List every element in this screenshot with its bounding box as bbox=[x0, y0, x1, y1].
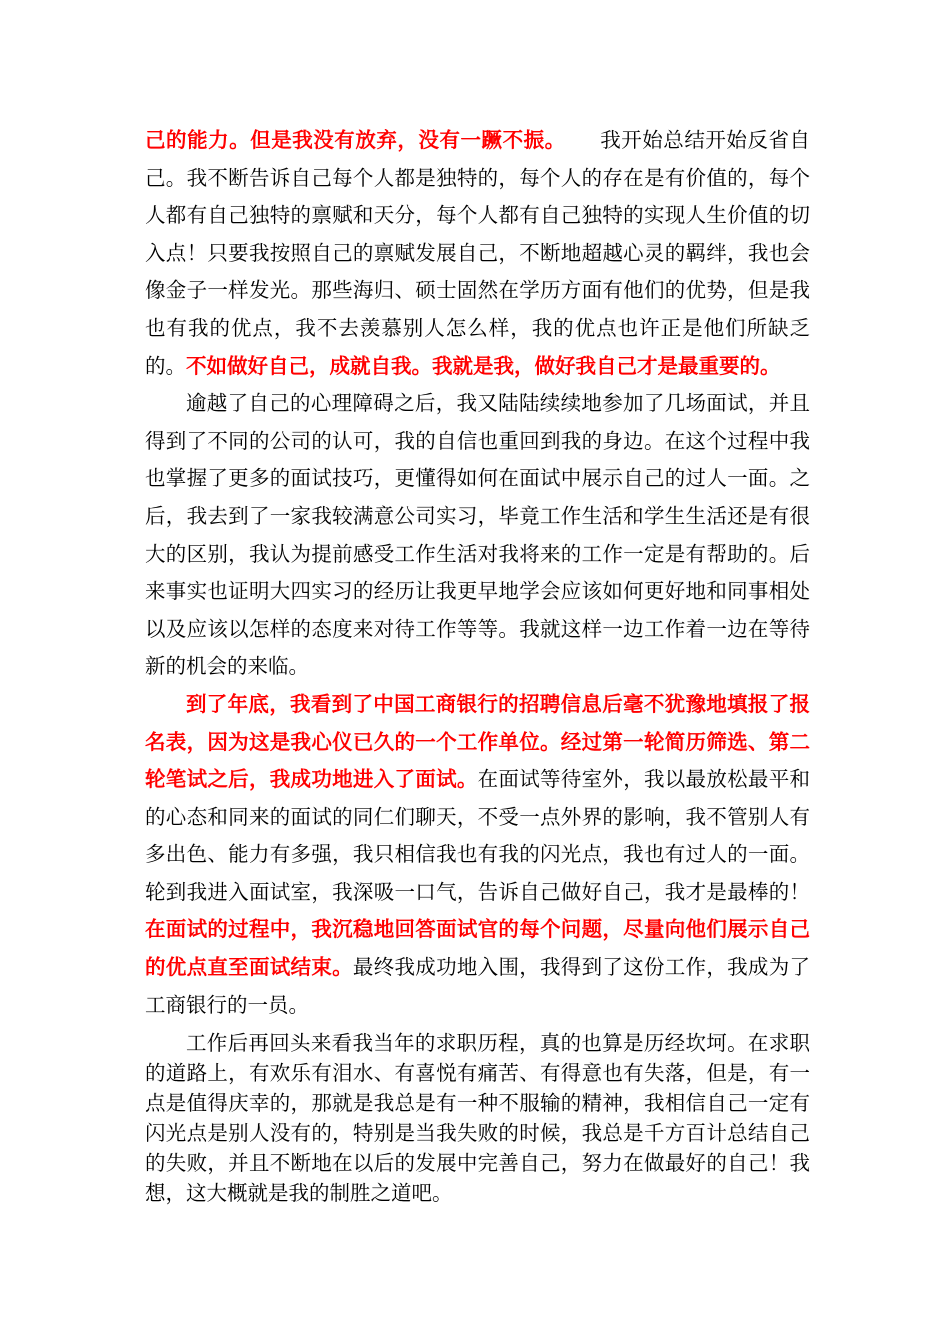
body-text: 在面试等待室外，我以最放松最平和的心态和同来的面试的同仁们聊天，不受一点外界的影响，我不管别人有多出色、能力有多强，我只相信我也有我的闪光点，我也有过人的一面。轮到我进入面试室，我深吸一口气，告诉自己做好自己，我才是最棒的！ bbox=[145, 767, 811, 904]
highlighted-text: 在面试的过程中，我沉稳地回答面试官的每个问题，尽量向他们展示自己的优点直至面试结束。 bbox=[145, 917, 810, 980]
body-text: 我开始总结开始反省自己。我不断告诉自己每个人都是独特的，每个人的存在是有价值的，每个人都有自己独特的禀赋和天分，每个人都有自己独特的实现人生价值的切入点！只要我按照自己的禀赋发展自己，不断地超越心灵的羁绊，我也会像金子一样发光。那些海归、硕士固然在学历方面有他们的优势，但是我也有我的优点，我不去羡慕别人怎么样，我的优点也许正是他们所缺乏的。 bbox=[145, 128, 811, 378]
paragraph-4 bbox=[145, 1028, 810, 1208]
highlighted-text: 不如做好自己，成就自我。我就是我，做好我自己才是最重要的。 bbox=[186, 353, 781, 378]
highlighted-text: 到了年底，我看到了中国工商银行的招聘信息后毫不犹豫地填报了报名表，因为这是我心仪已久的一个工作单位。经过第一轮简历筛选、第二轮笔试之后，我成功地进入了面试。 bbox=[145, 691, 810, 792]
paragraph-1 bbox=[145, 122, 810, 385]
paragraph-2 bbox=[145, 385, 810, 686]
body-text: 工作后再回头来看我当年的求职历程，真的也算是历经坎坷。在求职的道路上，有欢乐有泪水、有喜悦有痛苦、有得意也有失落，但是，有一点是值得庆幸的，那就是我总是有一种不服输的精神，我相信自己一定有闪光点是别人没有的，特别是当我失败的时候，我总是千方百计总结自己的失败，并且不断地在以后的发展中完善自己，努力在做最好的自己！我想，这大概就是我的制胜之道吧。 bbox=[145, 1031, 810, 1206]
highlighted-text: 己的能力。但是我没有放弃，没有一蹶不振。 bbox=[145, 128, 566, 152]
paragraph-3 bbox=[145, 686, 810, 1024]
document-body bbox=[145, 122, 810, 1208]
body-text: 逾越了自己的心理障碍之后，我又陆陆续续地参加了几场面试，并且得到了不同的公司的认可，我的自信也重回到我的身边。在这个过程中我也掌握了更多的面试技巧，更懂得如何在面试中展示自己的过人一面。之后，我去到了一家我较满意公司实习，毕竟工作生活和学生生活还是有很大的区别，我认为提前感受工作生活对我将来的工作一定是有帮助的。后来事实也证明大四实习的经历让我更早地学会应该如何更好地和同事相处以及应该以怎样的态度来对待工作等等。我就这样一边工作着一边在等待新的机会的来临。 bbox=[145, 391, 810, 679]
body-text: 最终我成功地入围，我得到了这份工作，我成为了工商银行的一员。 bbox=[145, 955, 811, 1017]
